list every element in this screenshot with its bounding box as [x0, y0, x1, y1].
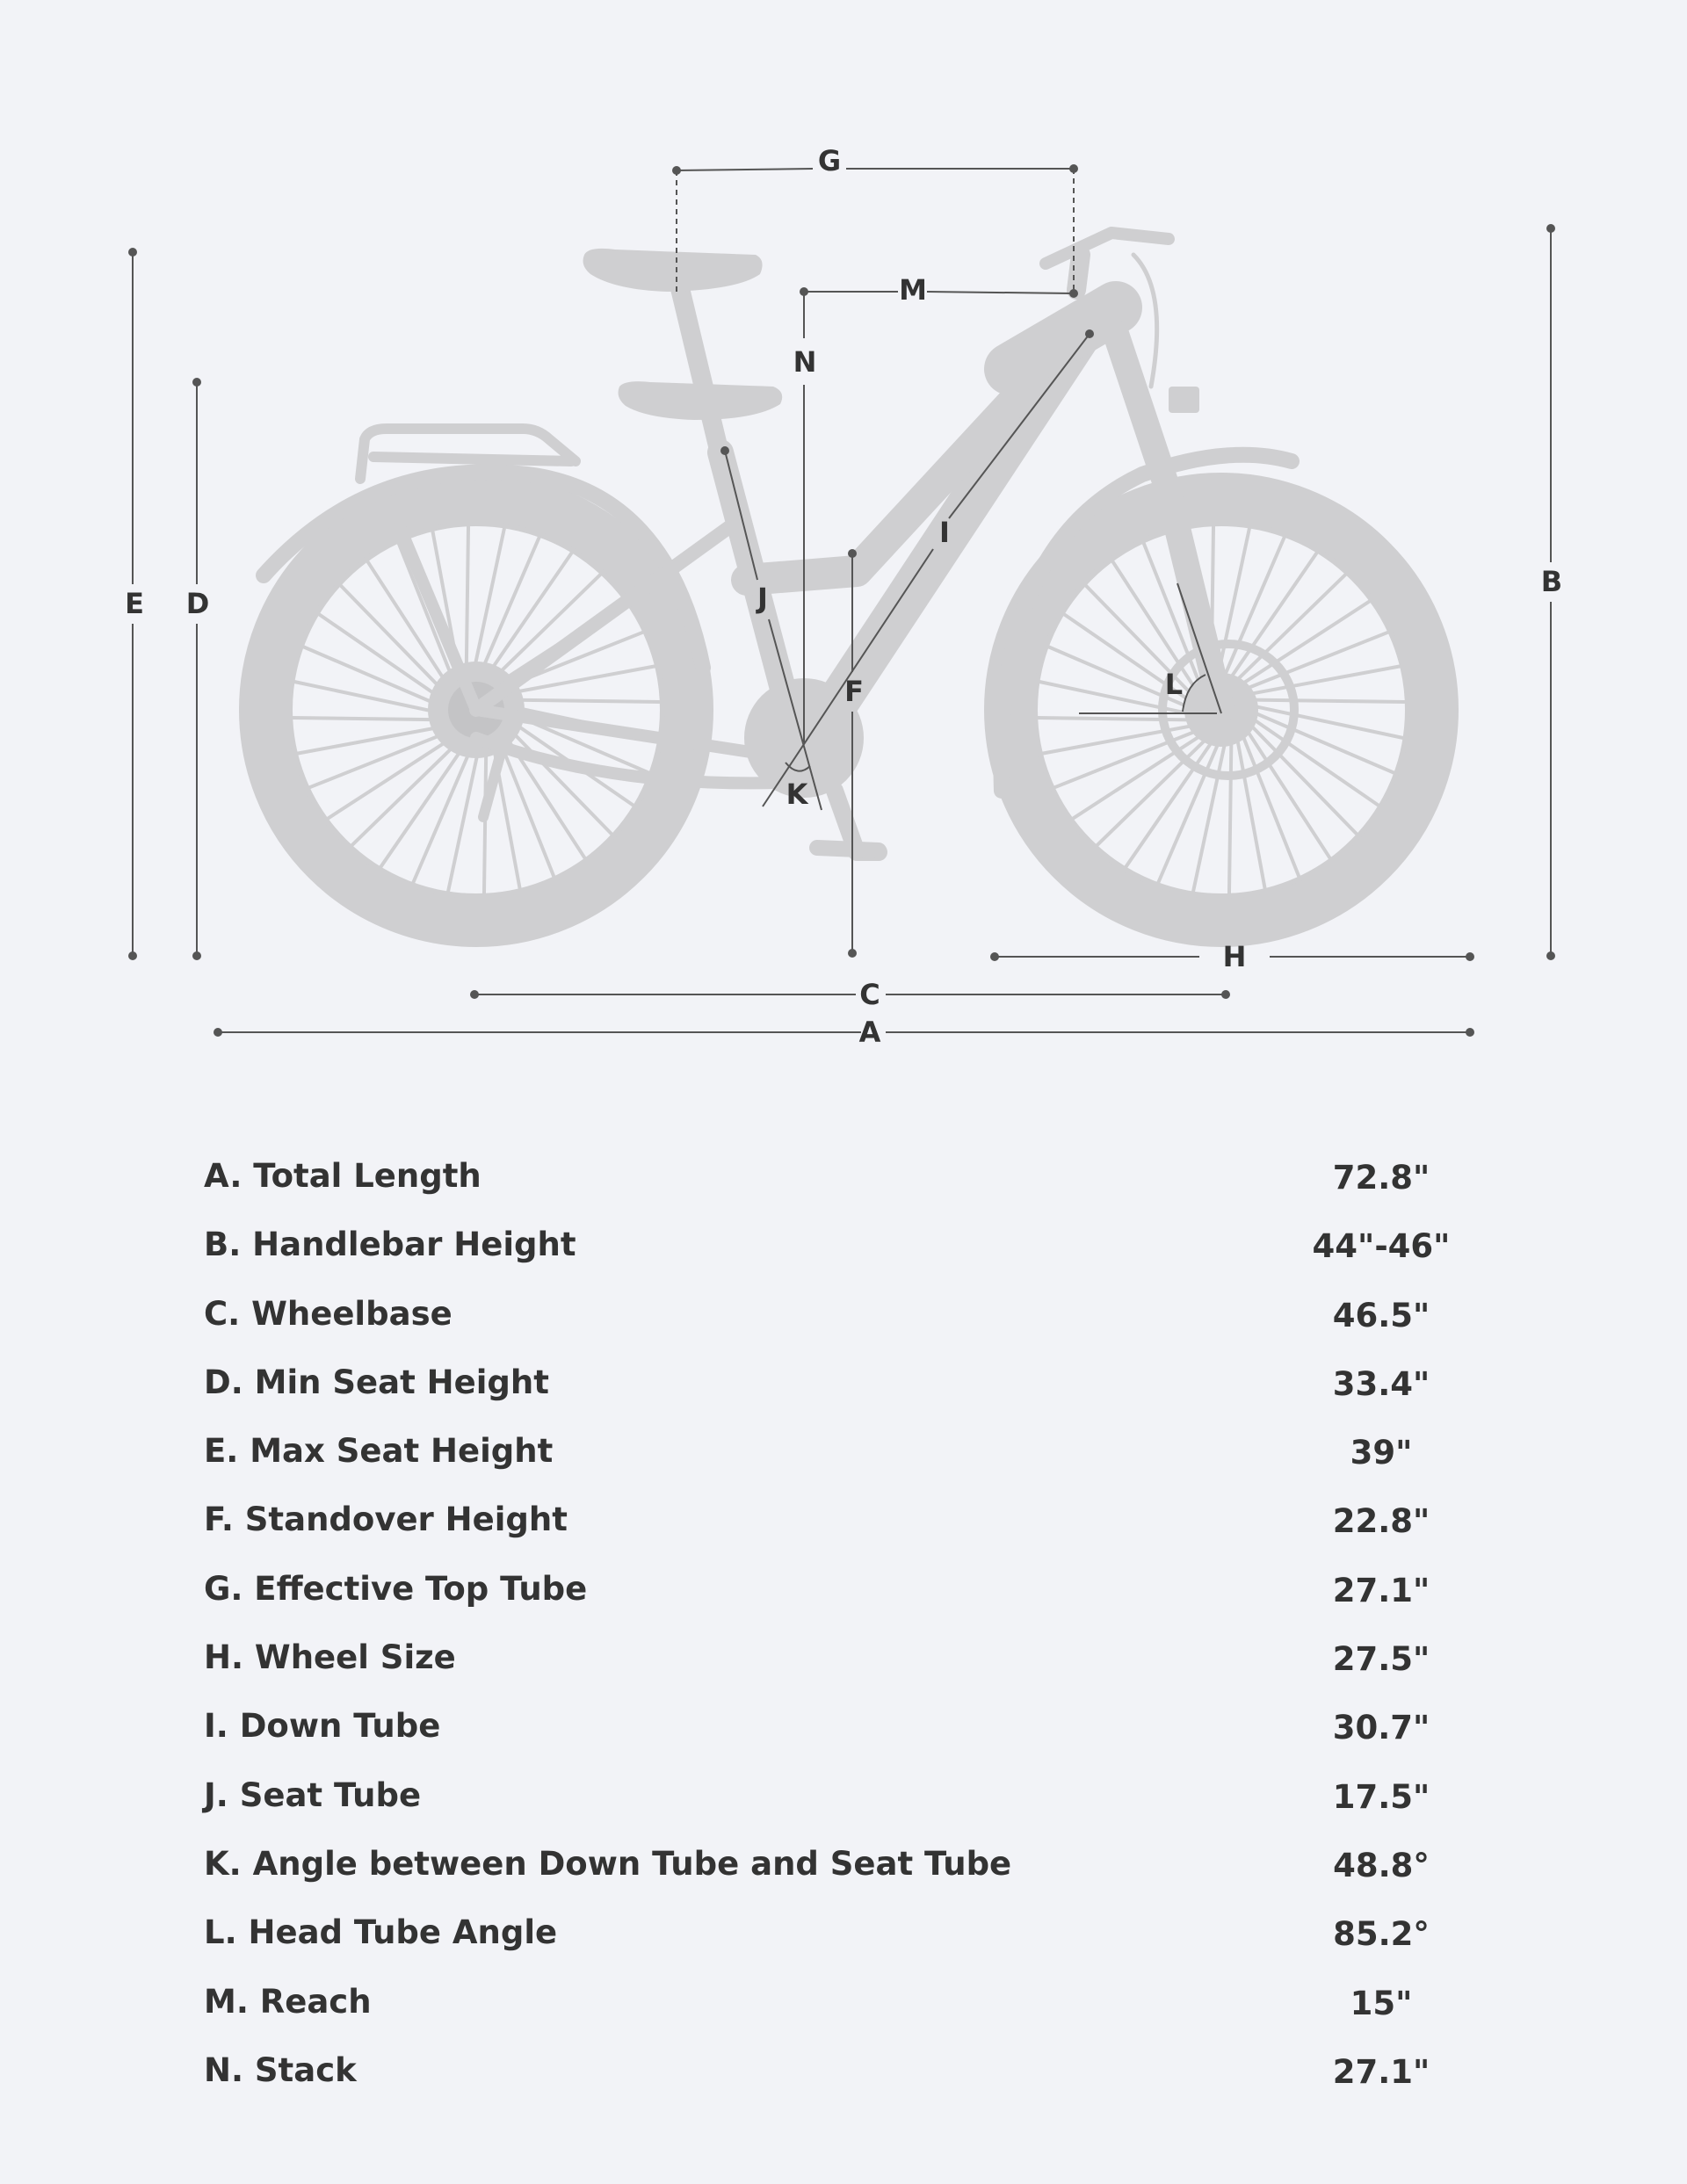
spec-name: F. Standover Height [204, 1501, 568, 1539]
spec-row [204, 1142, 1487, 1211]
spec-name: J. Seat Tube [204, 1775, 422, 1814]
label-g: G [817, 144, 842, 177]
geometry-spec-table [204, 1142, 1487, 2105]
label-l: L [1164, 668, 1184, 701]
label-m: M [899, 273, 927, 307]
spec-name: L. Head Tube Angle [204, 1913, 558, 1952]
spec-row [204, 1830, 1487, 1898]
label-e: E [125, 587, 144, 620]
spec-name: H. Wheel Size [204, 1638, 456, 1677]
spec-value: 17.5" [1332, 1777, 1430, 1816]
spec-value: 46.5" [1332, 1296, 1430, 1334]
spec-row [204, 1417, 1487, 1486]
lowered-saddle [619, 381, 783, 420]
spec-value: 33.4" [1332, 1364, 1430, 1403]
label-f: F [844, 675, 864, 708]
spec-row [204, 1349, 1487, 1417]
spec-name: C. Wheelbase [204, 1294, 453, 1333]
spec-name: E. Max Seat Height [204, 1432, 554, 1471]
spec-row [204, 1968, 1487, 2036]
spec-value: 27.5" [1332, 1640, 1430, 1679]
spec-name: N. Stack [204, 2050, 357, 2089]
handlebar [1046, 233, 1169, 264]
spoke [292, 718, 452, 720]
label-h: H [1222, 940, 1247, 973]
dimension-labels [125, 144, 1562, 1049]
spec-row [204, 1692, 1487, 1761]
spec-value: 39" [1350, 1434, 1413, 1472]
spec-row [204, 1761, 1487, 1830]
seatpost [678, 281, 720, 457]
label-d: D [185, 587, 210, 620]
spec-row [204, 1624, 1487, 1692]
spec-value: 48.8° [1333, 1846, 1430, 1884]
spec-name: G. Effective Top Tube [204, 1569, 588, 1608]
spec-name: I. Down Tube [204, 1707, 441, 1746]
spec-value: 27.1" [1332, 1571, 1430, 1609]
spec-value: 15" [1350, 1984, 1413, 2022]
spec-row [204, 1898, 1487, 1967]
label-i: I [939, 516, 950, 549]
spec-name: B. Handlebar Height [204, 1226, 576, 1264]
spoke [467, 525, 469, 685]
bike-silhouette [264, 233, 1432, 921]
spec-name: K. Angle between Down Tube and Seat Tube [204, 1844, 1012, 1883]
spoke [1037, 718, 1197, 720]
label-k: K [786, 777, 808, 811]
spec-value: 72.8" [1332, 1159, 1430, 1197]
spec-value: 85.2° [1333, 1915, 1430, 1954]
label-c: C [859, 978, 880, 1011]
spec-row [204, 1555, 1487, 1624]
spec-row [204, 2036, 1487, 2105]
spec-row [204, 1486, 1487, 1554]
label-j: J [757, 582, 768, 615]
label-n: N [793, 345, 817, 379]
spoke [501, 700, 661, 703]
spec-name: D. Min Seat Height [204, 1363, 549, 1401]
stem [1076, 255, 1081, 290]
bike-geometry-diagram [0, 0, 1687, 1081]
spec-value: 30.7" [1332, 1709, 1430, 1747]
spec-value: 27.1" [1332, 2052, 1430, 2091]
label-b: B [1540, 565, 1563, 598]
spec-value: 44"-46" [1312, 1227, 1451, 1266]
spec-name: M. Reach [204, 1982, 372, 2021]
spoke [1229, 734, 1232, 894]
label-a: A [858, 1016, 881, 1049]
spec-row [204, 1211, 1487, 1279]
spoke [1246, 700, 1406, 703]
spec-value: 22.8" [1332, 1502, 1430, 1541]
headlight [1169, 387, 1199, 413]
spec-row [204, 1280, 1487, 1349]
spec-name: A. Total Length [204, 1157, 481, 1195]
raised-saddle [583, 249, 763, 292]
